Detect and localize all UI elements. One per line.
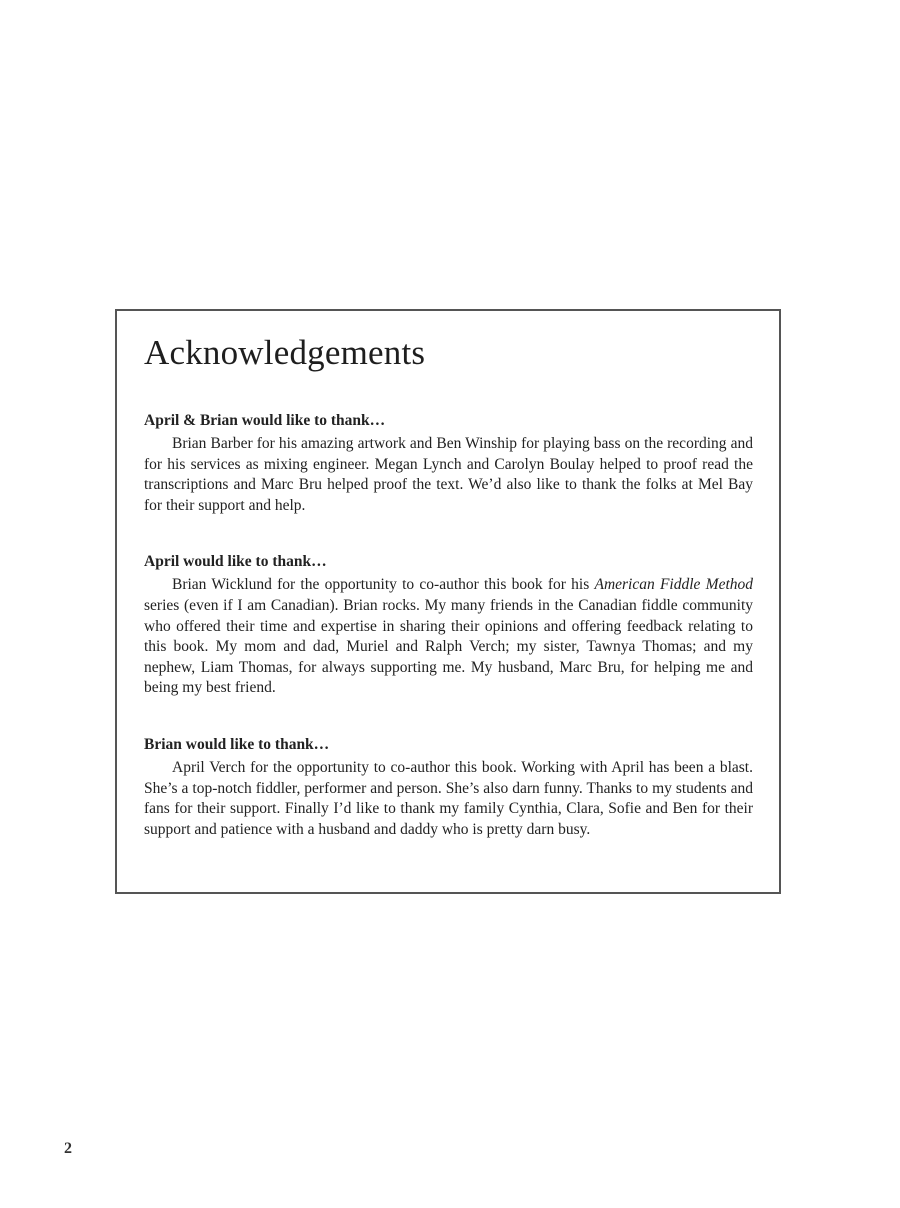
section-body [144,575,753,699]
page-title: Acknowledgements [144,333,426,372]
ack-section-april [144,552,753,699]
section-heading: April would like to thank… [144,553,327,571]
section-body-text: series (even if I am Canadian). Brian rocks. My many friends in the Canadian fiddle community who offered their time and expertise in sharing their opinions and offering feedback relating to this book. My mom and dad, Muriel and Ralph Verch; my sister, Tawnya Thomas; and my nephew, Liam Thomas, for always supporting me. My husband, Marc Bru, for helping me and being my best friend. [144,596,753,697]
section-heading: Brian would like to thank… [144,735,330,753]
section-body: April Verch for the opportunity to co-author this book. Working with April has been a blast. She’s a top-notch fiddler, performer and person. She’s also darn funny. Thanks to my students and fans for their support. Finally I’d like to thank my family Cynthia, Clara, Sofie and Ben for their support and patience with a husband and daddy who is pretty darn busy. [144,758,753,838]
section-body-text: Brian Wicklund for the opportunity to co-author this book for his [172,576,595,594]
section-heading: April & Brian would like to thank… [144,412,386,429]
page-number: 2 [64,1140,72,1157]
section-body: Brian Barber for his amazing artwork and Ben Winship for playing bass on the recording and for his services as mixing engineer. Megan Lynch and Carolyn Boulay helped to proof read the transcriptions and Marc Bru helped proof the text. We’d also like to thank the folks at Mel Bay for their support and help. [144,435,753,514]
ack-section-april-brian [144,411,753,516]
acknowledgements-box [115,309,781,894]
ack-section-brian [144,735,753,840]
book-series-title: American Fiddle Method [594,576,754,594]
